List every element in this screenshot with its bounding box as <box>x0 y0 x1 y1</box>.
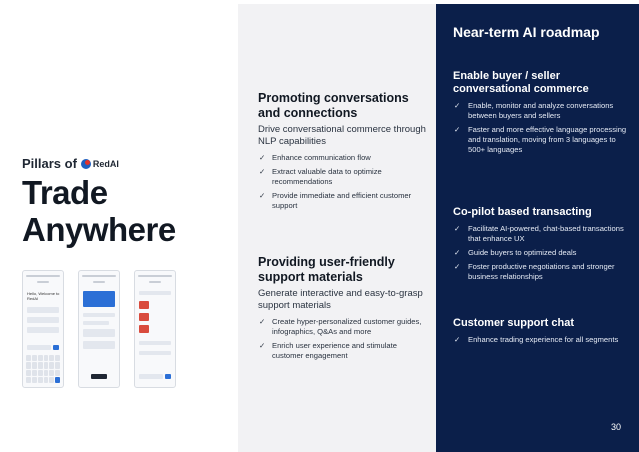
section-conversations <box>258 91 428 215</box>
text-line <box>83 321 109 325</box>
middle-panel <box>238 4 436 452</box>
app-header <box>93 281 105 283</box>
text-line <box>139 351 171 355</box>
assistant-card <box>83 291 115 307</box>
section-customer-support-chat <box>453 317 633 349</box>
section-heading: Customer support chat <box>453 317 575 329</box>
section-copilot-transacting <box>453 206 633 286</box>
chat-bubble <box>27 307 59 313</box>
section-conversational-commerce <box>453 70 633 159</box>
text-line <box>139 341 171 345</box>
option-buttons <box>83 341 115 349</box>
title-line-2: Anywhere <box>22 211 176 248</box>
product-thumbnail <box>139 301 149 309</box>
check-icon: ✓ <box>454 262 461 271</box>
phone-greeting: Hello, Welcome to RedAI <box>27 291 60 301</box>
check-icon: ✓ <box>259 153 266 162</box>
bullet-list <box>258 153 428 211</box>
check-icon: ✓ <box>454 335 461 344</box>
page-number: 30 <box>610 422 621 432</box>
list-item: ✓ Foster productive negotiations and stronger business relationships <box>454 262 615 281</box>
send-icon <box>165 374 171 379</box>
bullet-list <box>453 101 633 155</box>
section-heading: Co-pilot based transacting <box>453 206 592 218</box>
product-thumbnail <box>139 313 149 321</box>
list-item: ✓ Faster and more effective language processing and translation, moving from 3 languages to 500+ languages <box>454 125 627 154</box>
app-header <box>37 281 49 283</box>
redai-logo-icon <box>81 159 91 169</box>
roadmap-title: Near-term AI roadmap <box>453 24 600 40</box>
bullet-list <box>453 335 633 345</box>
section-subheading: Generate interactive and easy-to-grasp support materials <box>258 288 423 311</box>
home-bar <box>91 374 107 379</box>
list-item: ✓ Extract valuable data to optimize recommendations <box>259 167 382 186</box>
check-icon: ✓ <box>454 248 461 257</box>
product-thumbnail <box>139 325 149 333</box>
status-bar <box>82 275 116 277</box>
bullet-list <box>258 317 428 361</box>
check-icon: ✓ <box>259 317 266 326</box>
list-item: ✓ Facilitate AI-powered, chat-based transactions that enhance UX <box>454 224 624 243</box>
left-panel <box>0 0 238 452</box>
message-input <box>139 374 163 379</box>
pillars-heading <box>22 156 119 171</box>
text-line <box>139 291 171 295</box>
phone-screens <box>22 270 176 388</box>
status-bar <box>138 275 172 277</box>
keyboard <box>26 355 60 383</box>
check-icon: ✓ <box>454 101 461 110</box>
text-line <box>83 313 115 317</box>
check-icon: ✓ <box>259 191 266 200</box>
status-bar <box>26 275 60 277</box>
check-icon: ✓ <box>454 224 461 233</box>
section-subheading: Drive conversational commerce through NLP capabilities <box>258 124 426 147</box>
chat-bubble <box>27 317 59 323</box>
list-item: ✓ Guide buyers to optimized deals <box>454 248 577 257</box>
pillars-of-text: Pillars of <box>22 156 77 171</box>
message-input <box>27 345 51 350</box>
section-heading: Providing user-friendly support materials <box>258 255 395 284</box>
chat-bubble <box>27 327 59 333</box>
list-item: ✓ Enable, monitor and analyze conversations between buyers and sellers <box>454 101 614 120</box>
page-title <box>22 174 176 248</box>
section-heading: Enable buyer / seller conversational commerce <box>453 70 589 95</box>
section-heading: Promoting conversations and connections <box>258 91 409 120</box>
send-icon <box>53 345 59 350</box>
app-header <box>149 281 161 283</box>
list-item: ✓ Provide immediate and efficient customer support <box>259 191 412 210</box>
bullet-list <box>453 224 633 282</box>
phone-screenshot-products <box>134 270 176 388</box>
redai-logo <box>81 159 119 169</box>
list-item: ✓ Enrich user experience and stimulate customer engagement <box>259 341 397 360</box>
list-item: ✓ Enhance communication flow <box>259 153 371 162</box>
title-line-1: Trade <box>22 174 108 211</box>
list-item: ✓ Enhance trading experience for all segments <box>454 335 619 344</box>
check-icon: ✓ <box>454 125 461 134</box>
phone-screenshot-chat <box>22 270 64 388</box>
check-icon: ✓ <box>259 167 266 176</box>
right-panel <box>436 4 639 452</box>
redai-brand-text: RedAI <box>92 158 119 169</box>
check-icon: ✓ <box>259 341 266 350</box>
section-support-materials <box>258 255 428 365</box>
option-buttons <box>83 329 115 337</box>
list-item: ✓ Create hyper-personalized customer guides, infographics, Q&As and more <box>259 317 422 336</box>
phone-screenshot-assistant <box>78 270 120 388</box>
